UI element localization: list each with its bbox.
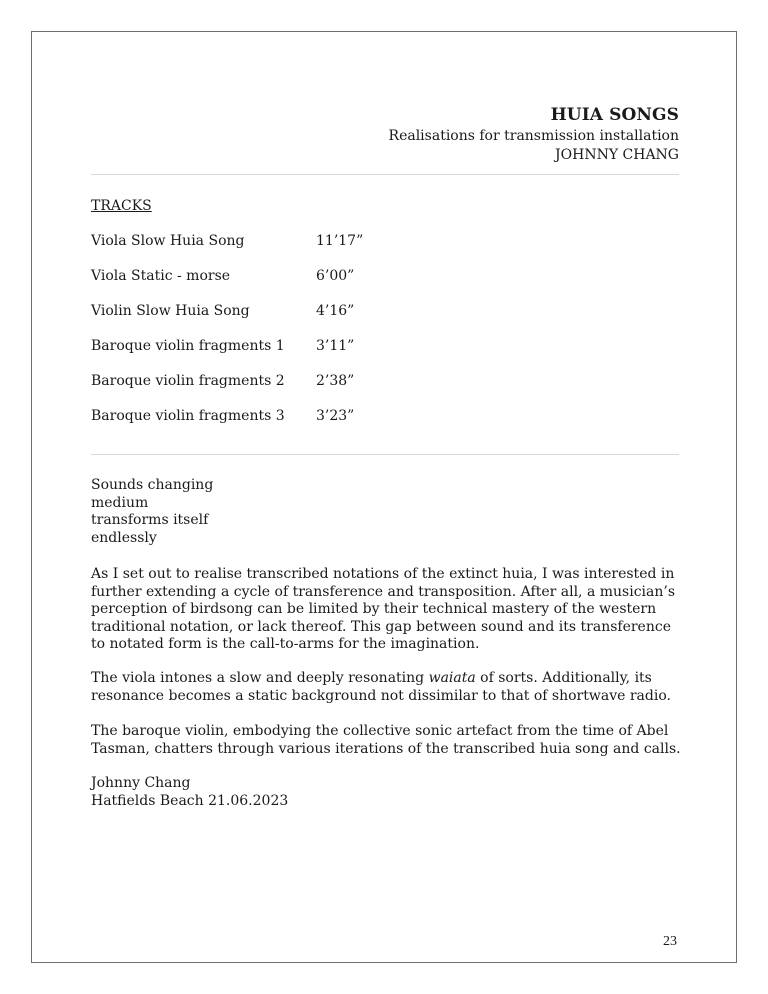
track-duration: 3’23” <box>316 408 355 424</box>
poem-line: endlessly <box>91 529 157 546</box>
paragraph-viola-text-cont: of sorts. Additionally, its resonance becomes a static background not dissimilar to that of shortwave radio. <box>91 670 671 704</box>
waiata-term: waiata <box>428 670 476 686</box>
track-row <box>91 267 354 286</box>
track-name: Baroque violin fragments 1 <box>91 338 285 354</box>
document-header <box>389 104 679 165</box>
paragraph-viola-text: The viola intones a slow and deeply resonating <box>91 670 429 686</box>
track-row <box>91 302 354 321</box>
poem-line: medium <box>91 494 149 511</box>
track-row <box>91 407 354 426</box>
document-title: HUIA SONGS <box>550 105 679 125</box>
track-row <box>91 372 354 391</box>
document-author: JOHNNY CHANG <box>555 147 679 163</box>
poem-line: Sounds changing <box>91 477 214 493</box>
track-name: Viola Static - morse <box>91 268 231 284</box>
track-name: Violin Slow Huia Song <box>91 303 250 319</box>
track-duration: 2’38” <box>316 373 355 389</box>
paragraph-intro: As I set out to realise transcribed notations of the extinct huia, I was interested in further extending a cycle of transference and transposition. After all, a musician’s perception of birdsong can be limited by their technical mastery of the western traditional notation, or lack thereof. This gap between sound and its transference to notated form is the call-to-arms for the imagination. <box>91 566 676 653</box>
track-row <box>91 232 363 251</box>
tracks-heading: TRACKS <box>91 198 152 214</box>
page-number: 23 <box>663 934 677 949</box>
paragraph-viola <box>91 670 681 705</box>
track-duration: 6’00” <box>316 268 355 284</box>
poem <box>91 477 681 547</box>
divider-top <box>91 174 679 175</box>
signature-place-date: Hatfields Beach 21.06.2023 <box>91 792 289 809</box>
paragraph-baroque-violin: The baroque violin, embodying the collective sonic artefact from the time of Abel Tasman, chatters through various iterations of the transcribed huia song and calls. <box>91 723 681 757</box>
track-row <box>91 337 354 356</box>
divider-middle <box>91 454 679 455</box>
track-name: Viola Slow Huia Song <box>91 233 245 249</box>
track-duration: 3’11” <box>316 338 355 354</box>
document-subtitle: Realisations for transmission installation <box>388 128 679 144</box>
poem-line: transforms itself <box>91 512 209 529</box>
track-duration: 4’16” <box>316 303 355 319</box>
signature <box>91 775 681 810</box>
track-duration: 11’17” <box>316 233 364 249</box>
track-name: Baroque violin fragments 3 <box>91 408 285 424</box>
track-name: Baroque violin fragments 2 <box>91 373 285 389</box>
signature-name: Johnny Chang <box>91 775 191 791</box>
